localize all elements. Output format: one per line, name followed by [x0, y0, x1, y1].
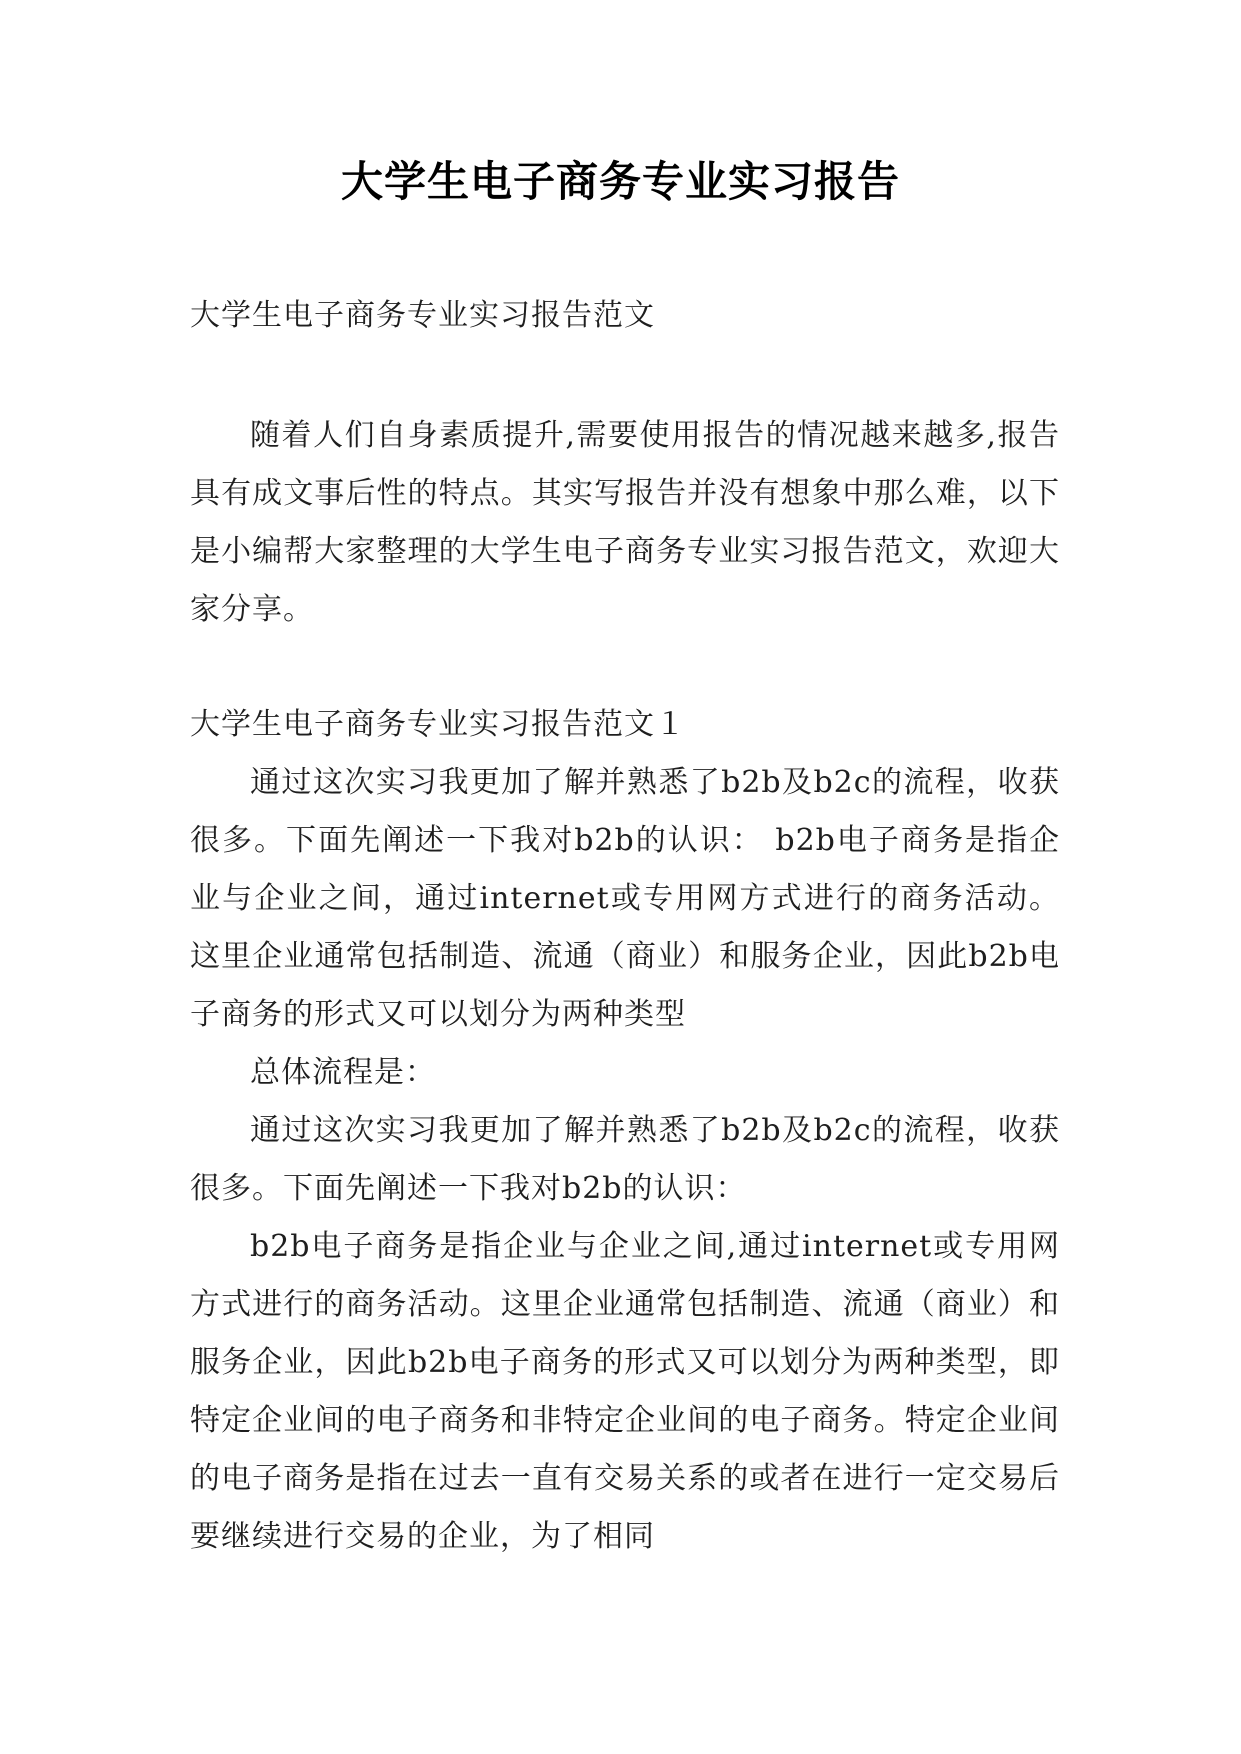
intro-paragraph: 随着人们自身素质提升,需要使用报告的情况越来越多,报告具有成文事后性的特点。其实写报告并没有想象中那么难，以下是小编帮大家整理的大学生电子商务专业实习报告范文，欢迎大家分享。 [190, 418, 1060, 627]
section-heading: 大学生电子商务专业实习报告范文１ [190, 707, 686, 742]
body-paragraph: 通过这次实习我更加了解并熟悉了b2b及b2c的流程，收获很多。下面先阐述一下我对b2b的认识： b2b电子商务是指企业与企业之间，通过internet或专用网方式进行的商务活动。这里企业通常包括制造、流通（商业）和服务企业，因此b2b电子商务的形式又可以划分为两种类型 [190, 765, 1060, 1032]
section-body [190, 754, 1060, 1566]
body-paragraph: 通过这次实习我更加了解并熟悉了b2b及b2c的流程，收获很多。下面先阐述一下我对b2b的认识： [190, 1113, 1060, 1206]
document-title: 大学生电子商务专业实习报告 [340, 157, 900, 206]
body-paragraph: b2b电子商务是指企业与企业之间,通过internet或专用网方式进行的商务活动。这里企业通常包括制造、流通（商业）和服务企业，因此b2b电子商务的形式又可以划分为两种类型，即特定企业间的电子商务和非特定企业间的电子商务。特定企业间的电子商务是指在过去一直有交易关系的或者在进行一定交易后要继续进行交易的企业，为了相同 [190, 1229, 1060, 1554]
body-paragraph: 总体流程是： [250, 1055, 436, 1090]
document-subtitle: 大学生电子商务专业实习报告范文 [190, 298, 655, 333]
